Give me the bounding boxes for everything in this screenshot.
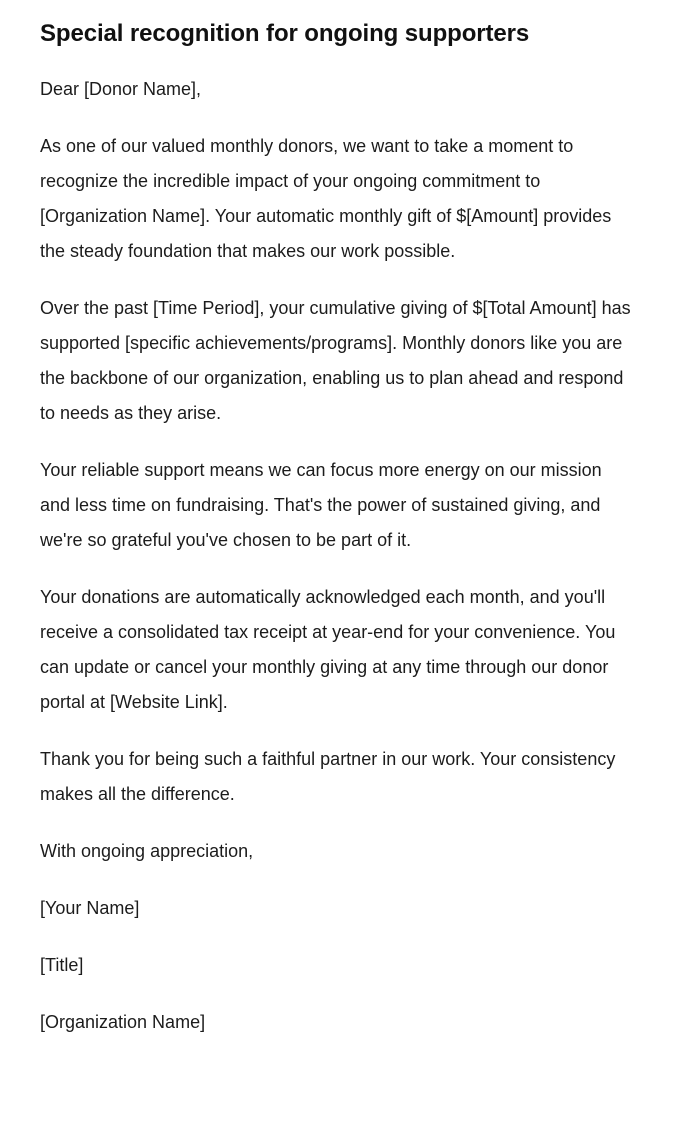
body-paragraph: Thank you for being such a faithful partner in our work. Your consistency makes all the difference.	[40, 749, 616, 804]
body-paragraph: Your reliable support means we can focus more energy on our mission and less time on fundraising. That's the power of sustained giving, and we're so grateful you've chosen to be part of it.	[40, 460, 602, 550]
signature-title: [Title]	[40, 955, 84, 975]
body-paragraph: As one of our valued monthly donors, we want to take a moment to recognize the incredible impact of your ongoing commitment to [Organization Name]. Your automatic monthly gift of $[Amount] provides the steady foundation that makes our work possible.	[40, 136, 612, 261]
closing-line: With ongoing appreciation,	[40, 841, 254, 861]
body-paragraph: Over the past [Time Period], your cumulative giving of $[Total Amount] has supported [specific achievements/programs]. Monthly donors like you are the backbone of our organization, enabling us to plan ahead and respond to needs as they arise.	[40, 298, 631, 423]
body-paragraph: Your donations are automatically acknowledged each month, and you'll receive a consolidated tax receipt at year-end for your convenience. You can update or cancel your monthly giving at any time through our donor portal at [Website Link].	[40, 587, 616, 712]
signature-organization: [Organization Name]	[40, 1012, 206, 1032]
page-title: Special recognition for ongoing supporters	[40, 20, 530, 47]
salutation: Dear [Donor Name],	[40, 79, 202, 99]
signature-name: [Your Name]	[40, 898, 140, 918]
